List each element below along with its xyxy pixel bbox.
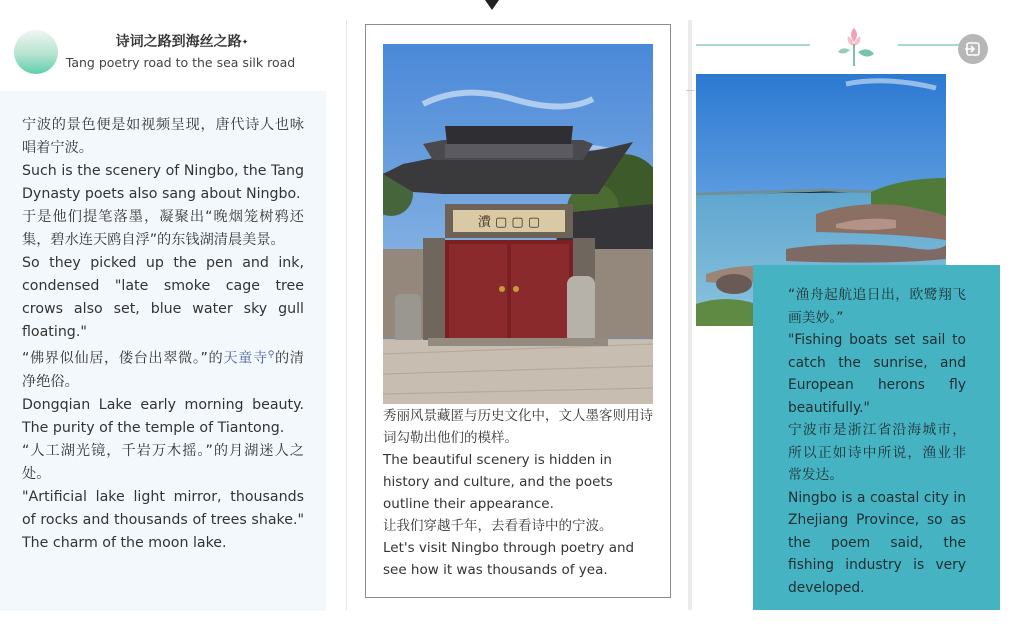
sparkle-icon: ✦ bbox=[241, 37, 249, 47]
paragraph-text: “佛界似仙居，偻台出翠微。”的 bbox=[22, 350, 224, 367]
page-title-text: 诗词之路到海丝之路 bbox=[115, 34, 242, 50]
paragraph bbox=[22, 344, 304, 394]
paragraph: Ningbo is a coastal city in Zhejiang Province, so as the poem said, the fishing industry is very developed. bbox=[788, 489, 966, 596]
divider bbox=[688, 20, 692, 610]
paragraph: 宁波市是浙江省沿海城市，所以正如诗中所说，渔业非常发达。 bbox=[788, 422, 966, 483]
intro-panel bbox=[0, 0, 330, 634]
temple-photo bbox=[383, 44, 653, 404]
avatar bbox=[14, 30, 58, 74]
paragraph: “人工湖光镜，千岩万木摇。”的月湖迷人之处。 bbox=[22, 442, 304, 482]
paragraph: 让我们穿越千年，去看看诗中的宁波。 bbox=[383, 518, 613, 534]
lotus-icon bbox=[830, 22, 880, 68]
caret-down-icon bbox=[485, 0, 499, 10]
temple-card bbox=[365, 24, 671, 598]
paragraph: "Fishing boats set sail to catch the sunrise, and European herons fly beautifully." bbox=[788, 332, 966, 416]
divider bbox=[346, 20, 347, 610]
fishing-text bbox=[788, 284, 966, 599]
tiantong-temple-link[interactable]: 天童寺 bbox=[223, 350, 268, 367]
paragraph: 于是他们提笔落墨，凝聚出“晚烟笼树鸦还集，碧水连天鸥自浮”的东钱湖清晨美景。 bbox=[22, 209, 304, 248]
paragraph: So they picked up the pen and ink, condensed "late smoke cage tree crows also set, blue water sky gull floating." bbox=[22, 255, 304, 340]
search-icon[interactable]: ⚲ bbox=[267, 350, 275, 360]
paragraph: 宁波的景色便是如视频呈现，唐代诗人也咏唱着宁波。 bbox=[22, 117, 304, 156]
temple-caption bbox=[383, 405, 655, 581]
paragraph: The beautiful scenery is hidden in history and culture, and the poets outline their appearance. bbox=[383, 452, 613, 512]
paragraph: 秀丽风景藏匿与历史文化中，文人墨客则用诗词勾勒出他们的模样。 bbox=[383, 408, 653, 446]
svg-text:㵒 ▢ ▢ ▢: 㵒 ▢ ▢ ▢ bbox=[477, 215, 541, 230]
paragraph-text: 的清净绝俗。 bbox=[22, 350, 304, 390]
paragraph: "Artificial lake light mirror, thousands of rocks and thousands of trees shake." The charm of the moon lake. bbox=[22, 488, 304, 551]
paragraph: Dongqian Lake early morning beauty. The purity of the temple of Tiantong. bbox=[22, 396, 304, 436]
intro-text bbox=[22, 114, 304, 555]
paragraph: “渔舟起航追日出，欧鹭翔飞画美妙。” bbox=[788, 287, 966, 326]
decor-line bbox=[696, 44, 810, 46]
divider bbox=[686, 90, 694, 91]
page-subtitle: Tang poetry road to the sea silk road bbox=[65, 55, 296, 70]
paragraph: Let's visit Ningbo through poetry and see how it was thousands of yea. bbox=[383, 540, 635, 578]
paragraph: Such is the scenery of Ningbo, the Tang Dynasty poets also sang about Ningbo. bbox=[22, 163, 304, 202]
exit-icon[interactable] bbox=[958, 34, 988, 64]
page-title bbox=[62, 31, 302, 51]
